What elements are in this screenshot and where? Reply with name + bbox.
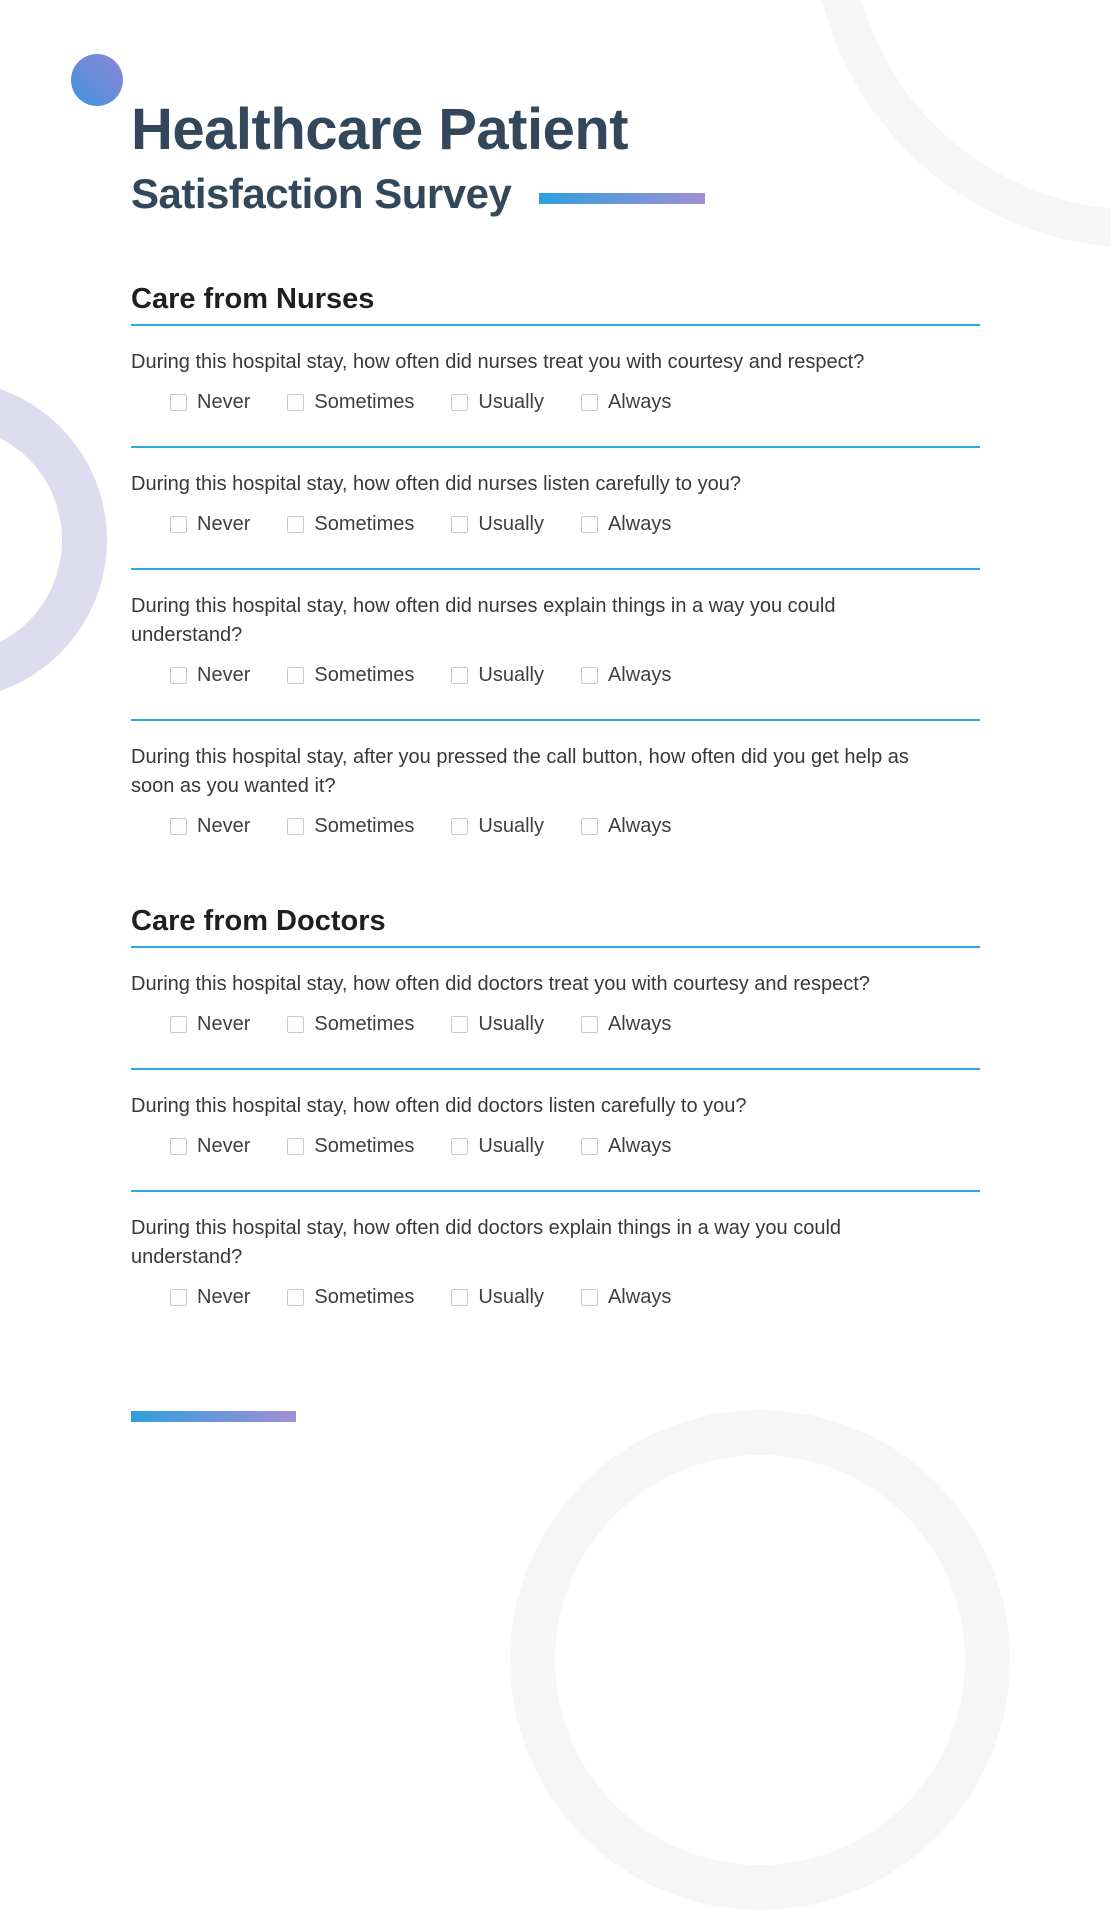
- answer-options-row: [131, 1285, 980, 1309]
- question-text: During this hospital stay, how often did doctors treat you with courtesy and respect?: [131, 973, 870, 996]
- answer-option[interactable]: [287, 1012, 414, 1036]
- checkbox-icon[interactable]: [581, 1289, 598, 1306]
- checkbox-icon[interactable]: [581, 1138, 598, 1155]
- answer-option[interactable]: [287, 512, 414, 536]
- answer-option[interactable]: [451, 512, 544, 536]
- question-text: During this hospital stay, how often did nurses listen carefully to you?: [131, 473, 741, 496]
- checkbox-icon[interactable]: [287, 818, 304, 835]
- survey-question: [131, 1192, 980, 1341]
- checkbox-icon[interactable]: [581, 667, 598, 684]
- question-list: [131, 326, 980, 870]
- question-text: During this hospital stay, how often did doctors explain things in a way you could understand?: [131, 1217, 842, 1269]
- background-ring-bottom-right: [510, 1410, 1010, 1910]
- checkbox-icon[interactable]: [581, 1016, 598, 1033]
- answer-option[interactable]: [451, 1285, 544, 1309]
- question-text: During this hospital stay, how often did doctors listen carefully to you?: [131, 1095, 747, 1118]
- answer-option-label: Never: [197, 664, 251, 687]
- answer-option-label: Never: [197, 815, 251, 838]
- survey-question: [131, 570, 980, 719]
- survey-question: [131, 448, 980, 568]
- answer-option[interactable]: [170, 1012, 250, 1036]
- answer-option-label: Always: [607, 664, 672, 687]
- answer-option-label: Never: [197, 1286, 251, 1309]
- gradient-accent-bar-footer: [131, 1411, 296, 1422]
- answer-option-label: Sometimes: [314, 815, 415, 838]
- section-heading: Care from Doctors: [131, 905, 980, 948]
- checkbox-icon[interactable]: [451, 394, 468, 411]
- answer-option[interactable]: [287, 1285, 414, 1309]
- answer-option-label: Never: [197, 391, 251, 414]
- answer-options-row: [131, 1134, 980, 1158]
- answer-option[interactable]: [451, 1012, 544, 1036]
- answer-options-row: [131, 1012, 980, 1036]
- page-title-line2: Satisfaction Survey: [131, 170, 512, 218]
- answer-option[interactable]: [581, 1012, 671, 1036]
- checkbox-icon[interactable]: [287, 667, 304, 684]
- answer-option-label: Usually: [478, 513, 544, 536]
- checkbox-icon[interactable]: [451, 1016, 468, 1033]
- checkbox-icon[interactable]: [287, 516, 304, 533]
- answer-option[interactable]: [170, 663, 250, 687]
- survey-body: [131, 217, 980, 1341]
- checkbox-icon[interactable]: [581, 818, 598, 835]
- answer-option-label: Always: [607, 391, 672, 414]
- answer-option-label: Usually: [478, 1286, 544, 1309]
- answer-option-label: Usually: [478, 815, 544, 838]
- answer-option[interactable]: [581, 390, 671, 414]
- checkbox-icon[interactable]: [170, 818, 187, 835]
- answer-option[interactable]: [581, 1134, 671, 1158]
- answer-option[interactable]: [451, 663, 544, 687]
- checkbox-icon[interactable]: [287, 1016, 304, 1033]
- answer-option[interactable]: [170, 512, 250, 536]
- gradient-dot-decoration: [71, 54, 123, 106]
- checkbox-icon[interactable]: [170, 667, 187, 684]
- answer-option[interactable]: [287, 390, 414, 414]
- answer-option-label: Always: [607, 513, 672, 536]
- gradient-accent-bar-header: [539, 193, 705, 204]
- answer-option-label: Never: [197, 513, 251, 536]
- answer-option-label: Always: [607, 1286, 672, 1309]
- answer-option[interactable]: [170, 1285, 250, 1309]
- answer-option-label: Always: [607, 1135, 672, 1158]
- answer-option-label: Sometimes: [314, 1013, 415, 1036]
- answer-option-label: Always: [607, 1013, 672, 1036]
- answer-option[interactable]: [451, 390, 544, 414]
- answer-option[interactable]: [287, 1134, 414, 1158]
- survey-section: [131, 283, 980, 870]
- answer-option-label: Sometimes: [314, 1135, 415, 1158]
- checkbox-icon[interactable]: [451, 818, 468, 835]
- checkbox-icon[interactable]: [451, 516, 468, 533]
- checkbox-icon[interactable]: [451, 1138, 468, 1155]
- checkbox-icon[interactable]: [287, 1289, 304, 1306]
- checkbox-icon[interactable]: [170, 1016, 187, 1033]
- answer-option-label: Sometimes: [314, 1286, 415, 1309]
- checkbox-icon[interactable]: [170, 394, 187, 411]
- answer-option[interactable]: [581, 512, 671, 536]
- answer-option-label: Usually: [478, 664, 544, 687]
- answer-option[interactable]: [581, 814, 671, 838]
- answer-option-label: Sometimes: [314, 513, 415, 536]
- answer-option[interactable]: [287, 814, 414, 838]
- answer-option-label: Usually: [478, 1013, 544, 1036]
- checkbox-icon[interactable]: [170, 516, 187, 533]
- answer-option[interactable]: [287, 663, 414, 687]
- answer-option-label: Sometimes: [314, 391, 415, 414]
- answer-options-row: [131, 663, 980, 687]
- checkbox-icon[interactable]: [287, 1138, 304, 1155]
- question-text: During this hospital stay, how often did nurses treat you with courtesy and respect?: [131, 351, 865, 374]
- answer-option[interactable]: [451, 1134, 544, 1158]
- answer-option-label: Never: [197, 1013, 251, 1036]
- answer-option-label: Always: [607, 815, 672, 838]
- checkbox-icon[interactable]: [581, 516, 598, 533]
- survey-question: [131, 948, 980, 1068]
- survey-question: [131, 326, 980, 446]
- survey-question: [131, 721, 980, 870]
- answer-option[interactable]: [170, 814, 250, 838]
- answer-option-label: Usually: [478, 391, 544, 414]
- question-text: During this hospital stay, after you pressed the call button, how often did you get help as soon as you wanted it?: [131, 746, 909, 798]
- answer-options-row: [131, 814, 980, 838]
- answer-options-row: [131, 390, 980, 414]
- survey-header: [0, 0, 1111, 217]
- page-title-line1: Healthcare Patient: [131, 97, 629, 162]
- answer-option[interactable]: [170, 1134, 250, 1158]
- survey-section: [131, 905, 980, 1341]
- checkbox-icon[interactable]: [451, 1289, 468, 1306]
- checkbox-icon[interactable]: [170, 1289, 187, 1306]
- checkbox-icon[interactable]: [451, 667, 468, 684]
- answer-option[interactable]: [451, 814, 544, 838]
- answer-options-row: [131, 512, 980, 536]
- answer-option[interactable]: [581, 1285, 671, 1309]
- answer-option-label: Usually: [478, 1135, 544, 1158]
- background-ring-left: [0, 380, 107, 700]
- checkbox-icon[interactable]: [170, 1138, 187, 1155]
- question-text: During this hospital stay, how often did nurses explain things in a way you could understand?: [131, 595, 836, 647]
- checkbox-icon[interactable]: [581, 394, 598, 411]
- answer-option[interactable]: [581, 663, 671, 687]
- answer-option[interactable]: [170, 390, 250, 414]
- answer-option-label: Never: [197, 1135, 251, 1158]
- checkbox-icon[interactable]: [287, 394, 304, 411]
- answer-option-label: Sometimes: [314, 664, 415, 687]
- question-list: [131, 948, 980, 1341]
- survey-question: [131, 1070, 980, 1190]
- section-heading: Care from Nurses: [131, 283, 980, 326]
